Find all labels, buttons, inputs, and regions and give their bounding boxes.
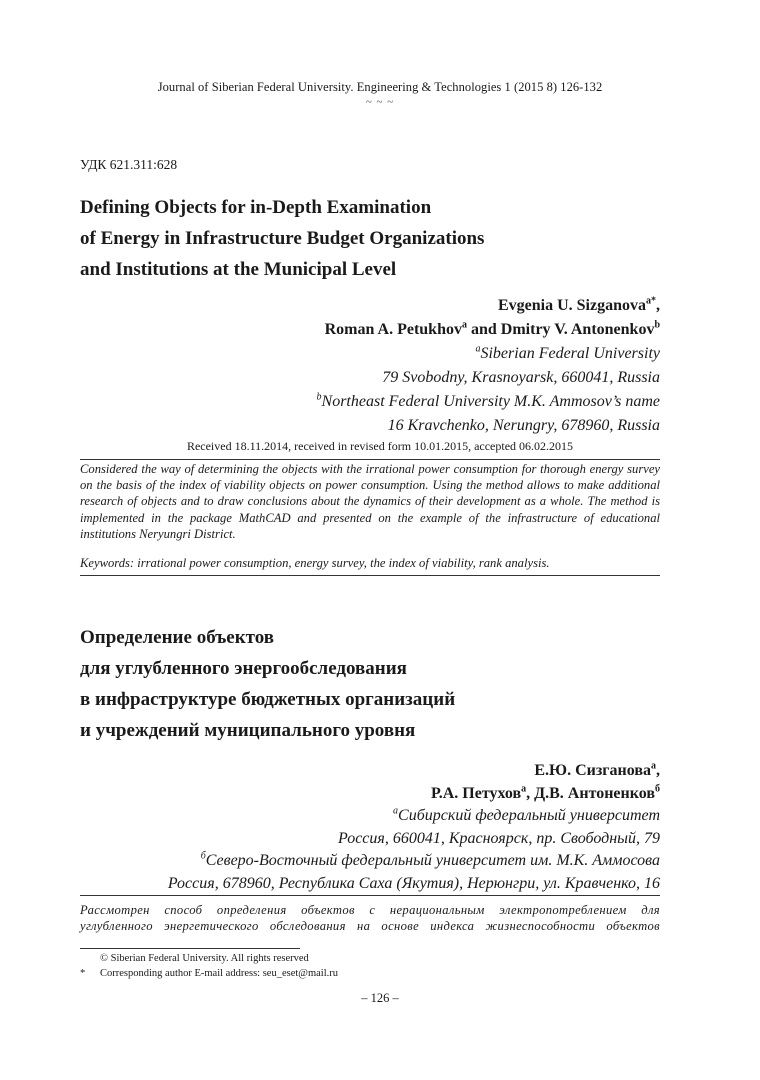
- divider: [80, 895, 660, 896]
- affiliation-name: Сибирский федеральный университет: [398, 807, 660, 824]
- author-sup: б: [655, 783, 660, 795]
- affiliation-address: Россия, 660041, Красноярск, пр. Свободный, 79: [338, 829, 660, 847]
- affiliation-line: [168, 850, 660, 873]
- author-sup: а: [651, 760, 656, 772]
- author-name: Evgenia U. Sizganova: [497, 297, 646, 314]
- footnote: [80, 951, 338, 966]
- author-name: Р.А. Петухов: [430, 784, 522, 802]
- authors-block-en: [317, 294, 660, 438]
- abstract-ru: [80, 902, 660, 934]
- page-number: – 126 –: [361, 991, 399, 1005]
- footnote-mark: [80, 951, 100, 966]
- author-line: [317, 294, 660, 318]
- authors-block-ru: [168, 760, 660, 895]
- footnote-mark: *: [80, 968, 86, 979]
- affiliation-address: 16 Kravchenko, Nerungry, 678960, Russia: [387, 417, 660, 434]
- udk-code: УДК 621.311:628: [80, 157, 178, 172]
- author-name: Д.В. Антоненков: [534, 784, 655, 802]
- author-name: Dmitry V. Antonenkov: [500, 321, 655, 338]
- title-line: в инфраструктуре бюджетных организаций: [80, 689, 456, 710]
- author-join: ,: [526, 784, 535, 802]
- title-line: Defining Objects for in-Depth Examination: [80, 197, 432, 218]
- title-line: of Energy in Infrastructure Budget Organizations: [80, 228, 485, 249]
- abstract-line: Рассмотрен способ определения объектов с нерациональным электропотреблением для: [80, 903, 660, 917]
- affiliation-line: [317, 342, 660, 366]
- journal-header: Journal of Siberian Federal University. Engineering & Technologies 1 (2015 8) 126-132: [157, 80, 603, 94]
- aff-sup: а: [393, 805, 399, 817]
- title-line: и учреждений муниципального уровня: [80, 720, 416, 741]
- footnote-divider: [80, 948, 300, 949]
- affiliation-line: [317, 390, 660, 414]
- footnote: [80, 966, 338, 981]
- author-line: [168, 783, 660, 806]
- author-join: and: [466, 321, 501, 338]
- divider: [80, 459, 660, 460]
- abstract-en: Considered the way of determining the objects with the irrational power consumption for thorough energy survey on the basis of the index of viability objects on power consumption. Using the method allows to make additional research of objects and to draw conclusions about the dynamics of their development as a whole. The method is implemented in the package MathCAD and presented on the example of the infrastructure of educational institutions Neryungri District.: [80, 462, 660, 541]
- title-line: для углубленного энергообследования: [80, 658, 407, 679]
- footnote-text: Corresponding author E-mail address: seu_eset@mail.ru: [100, 968, 338, 979]
- author-sup: а: [521, 783, 527, 795]
- footnotes: [80, 951, 338, 981]
- affiliation-name: Siberian Federal University: [480, 345, 660, 362]
- author-sup: a: [461, 319, 467, 331]
- author-sup: b: [654, 319, 660, 331]
- author-line: [317, 318, 660, 342]
- affiliation-line: [168, 805, 660, 828]
- header-ornament: ~ ~ ~: [365, 96, 395, 108]
- affiliation-address: 79 Svobodny, Krasnoyarsk, 660041, Russia: [382, 369, 660, 386]
- affiliation-name: Northeast Federal University M.K. Ammosov’s name: [321, 393, 660, 410]
- abstract-line: углубленного энергетического обследования на основе индекса жизнеспособности объектов: [80, 919, 660, 934]
- aff-sup: a: [475, 343, 481, 355]
- affiliation-address: Россия, 678960, Республика Саха (Якутия), Нерюнгри, ул. Кравченко, 16: [167, 874, 660, 892]
- footnote-text: © Siberian Federal University. All rights reserved: [100, 953, 309, 964]
- affiliation-name: Северо-Восточный федеральный университет им. М.К. Аммосова: [205, 852, 660, 869]
- aff-sup: б: [200, 850, 206, 862]
- divider: [80, 575, 660, 576]
- received-dates: Received 18.11.2014, received in revised form 10.01.2015, accepted 06.02.2015: [186, 439, 574, 453]
- aff-sup: b: [316, 391, 322, 403]
- author-line: [168, 760, 660, 783]
- author-separator: ,: [656, 297, 660, 314]
- author-separator: ,: [656, 762, 660, 779]
- author-sup: a*: [646, 295, 656, 307]
- author-name: Roman A. Petukhov: [324, 321, 462, 338]
- title-line: Определение объектов: [80, 627, 275, 648]
- paper-title-ru: [80, 622, 455, 746]
- paper-title-en: [80, 192, 484, 285]
- title-line: and Institutions at the Municipal Level: [80, 259, 397, 280]
- keywords: Keywords: irrational power consumption, energy survey, the index of viability, rank analysis.: [80, 556, 550, 570]
- author-name: Е.Ю. Сизганова: [534, 762, 651, 779]
